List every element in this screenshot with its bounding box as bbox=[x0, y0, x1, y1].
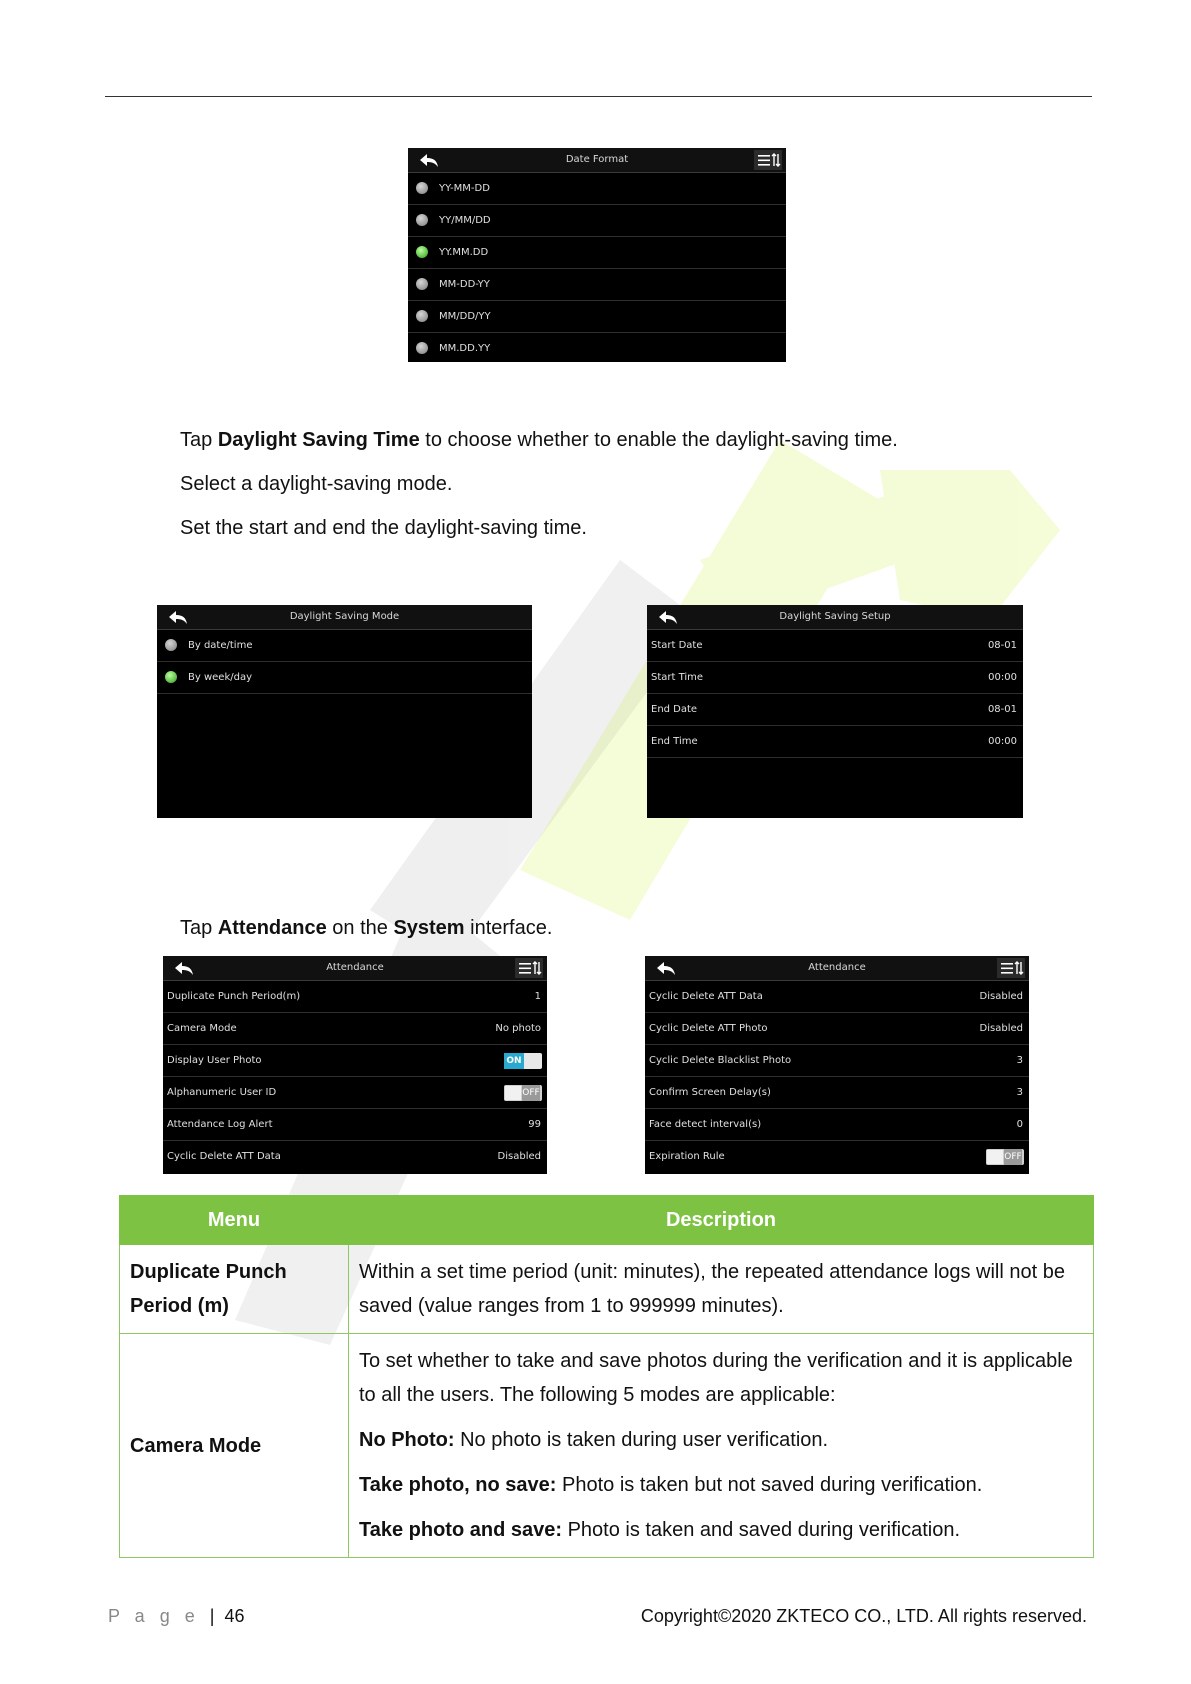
radio-icon bbox=[416, 214, 428, 226]
attendance-row[interactable]: Attendance Log Alert 99 bbox=[163, 1109, 547, 1141]
sort-menu-icon[interactable] bbox=[515, 958, 543, 978]
attendance-row[interactable]: Cyclic Delete ATT Data Disabled bbox=[167, 1151, 541, 1162]
dst-setup-row[interactable]: Start Time 00:00 bbox=[647, 662, 1023, 694]
date-format-option[interactable]: MM-DD-YY bbox=[408, 269, 786, 301]
alphanumeric-user-id-toggle[interactable]: OFF bbox=[504, 1085, 542, 1101]
sort-menu-icon[interactable] bbox=[997, 958, 1025, 978]
date-format-screen bbox=[408, 148, 786, 362]
attendance-row[interactable]: Face detect interval(s) 0 bbox=[645, 1109, 1029, 1141]
screen-header bbox=[157, 605, 532, 630]
date-format-option[interactable]: YY.MM.DD bbox=[408, 237, 786, 269]
attendance-row[interactable]: Display User Photo ON bbox=[163, 1045, 547, 1077]
date-format-option[interactable]: YY/MM/DD bbox=[408, 205, 786, 237]
dst-setup-row[interactable]: Start Date 08-01 bbox=[647, 630, 1023, 662]
screen-header bbox=[645, 956, 1029, 981]
daylight-saving-setup-screen bbox=[647, 605, 1023, 818]
attendance-row[interactable]: Confirm Screen Delay(s) 3 bbox=[645, 1077, 1029, 1109]
radio-icon bbox=[416, 278, 428, 290]
attendance-row[interactable]: Cyclic Delete Blacklist Photo 3 bbox=[645, 1045, 1029, 1077]
screen-title: Daylight Saving Setup bbox=[779, 611, 891, 622]
header-rule bbox=[105, 96, 1092, 97]
menu-column-header: Menu bbox=[120, 1196, 349, 1245]
radio-icon bbox=[416, 310, 428, 322]
expiration-rule-toggle[interactable]: OFF bbox=[986, 1149, 1024, 1165]
dst-setup-row[interactable]: End Time 00:00 bbox=[647, 726, 1023, 758]
attendance-row[interactable]: Cyclic Delete ATT Data Disabled bbox=[645, 981, 1029, 1013]
dst-setup-row[interactable]: End Date 08-01 bbox=[647, 694, 1023, 726]
description-column-header: Description bbox=[349, 1196, 1094, 1245]
display-user-photo-toggle[interactable]: ON bbox=[504, 1053, 542, 1069]
attendance-row[interactable]: Expiration Rule OFF bbox=[645, 1141, 1029, 1172]
instruction-attendance: Tap Attendance on the System interface. bbox=[180, 917, 553, 939]
screen-title: Daylight Saving Mode bbox=[289, 611, 400, 622]
camera-mode-option: Take photo and save: Photo is taken and saved during verification. bbox=[359, 1519, 961, 1541]
daylight-saving-mode-screen bbox=[157, 605, 532, 818]
attendance-row[interactable]: Cyclic Delete ATT Photo Disabled bbox=[645, 1013, 1029, 1045]
table-row bbox=[120, 1245, 1094, 1334]
description-cell: Within a set time period (unit: minutes), the repeated attendance logs will not be saved (value ranges from 1 to 999999 minutes). bbox=[349, 1245, 1094, 1334]
camera-mode-option: Take photo, no save: Photo is taken but not saved during verification. bbox=[359, 1474, 983, 1496]
camera-mode-intro: To set whether to take and save photos during the verification and it is applicable to all the users. The following 5 modes are applicable: bbox=[359, 1350, 1073, 1406]
radio-icon bbox=[165, 639, 177, 651]
menu-cell: Camera Mode bbox=[120, 1334, 349, 1558]
instruction-dst-line3: Set the start and end the daylight-saving time. bbox=[180, 517, 587, 539]
attendance-row[interactable]: Alphanumeric User ID OFF bbox=[163, 1077, 547, 1109]
radio-selected-icon bbox=[165, 671, 177, 683]
screen-header bbox=[647, 605, 1023, 630]
date-format-option[interactable]: MM/DD/YY bbox=[408, 301, 786, 333]
radio-icon bbox=[416, 182, 428, 194]
menu-description-table bbox=[119, 1195, 1094, 1558]
radio-selected-icon bbox=[416, 246, 428, 258]
page-footer-number: P a g e | 46 bbox=[108, 1606, 245, 1626]
camera-mode-option: No Photo: No photo is taken during user verification. bbox=[359, 1429, 829, 1451]
attendance-screen-1 bbox=[163, 956, 547, 1174]
menu-cell: Duplicate Punch Period (m) bbox=[120, 1245, 349, 1334]
date-format-option[interactable]: MM.DD.YY bbox=[408, 333, 786, 362]
dst-mode-option[interactable]: By week/day bbox=[157, 662, 532, 694]
radio-icon bbox=[416, 342, 428, 354]
screen-header bbox=[408, 148, 786, 173]
attendance-screen-2 bbox=[645, 956, 1029, 1174]
screen-title: Attendance bbox=[808, 962, 866, 973]
screen-header bbox=[163, 956, 547, 981]
table-row bbox=[120, 1334, 1094, 1558]
dst-mode-option[interactable]: By date/time bbox=[157, 630, 532, 662]
date-format-option[interactable]: YY-MM-DD bbox=[408, 173, 786, 205]
instruction-dst-line2: Select a daylight-saving mode. bbox=[180, 473, 453, 495]
attendance-row[interactable]: Duplicate Punch Period(m) 1 bbox=[163, 981, 547, 1013]
attendance-row[interactable]: Camera Mode No photo bbox=[163, 1013, 547, 1045]
instruction-dst-line1: Tap Daylight Saving Time to choose whether to enable the daylight-saving time. bbox=[180, 429, 898, 451]
copyright-notice: Copyright©2020 ZKTECO CO., LTD. All rights reserved. bbox=[640, 1606, 1087, 1626]
screen-title: Attendance bbox=[326, 962, 384, 973]
screen-title: Date Format bbox=[565, 154, 629, 165]
sort-menu-icon[interactable] bbox=[754, 150, 782, 170]
table-header-row bbox=[120, 1196, 1094, 1245]
description-cell bbox=[349, 1334, 1094, 1558]
